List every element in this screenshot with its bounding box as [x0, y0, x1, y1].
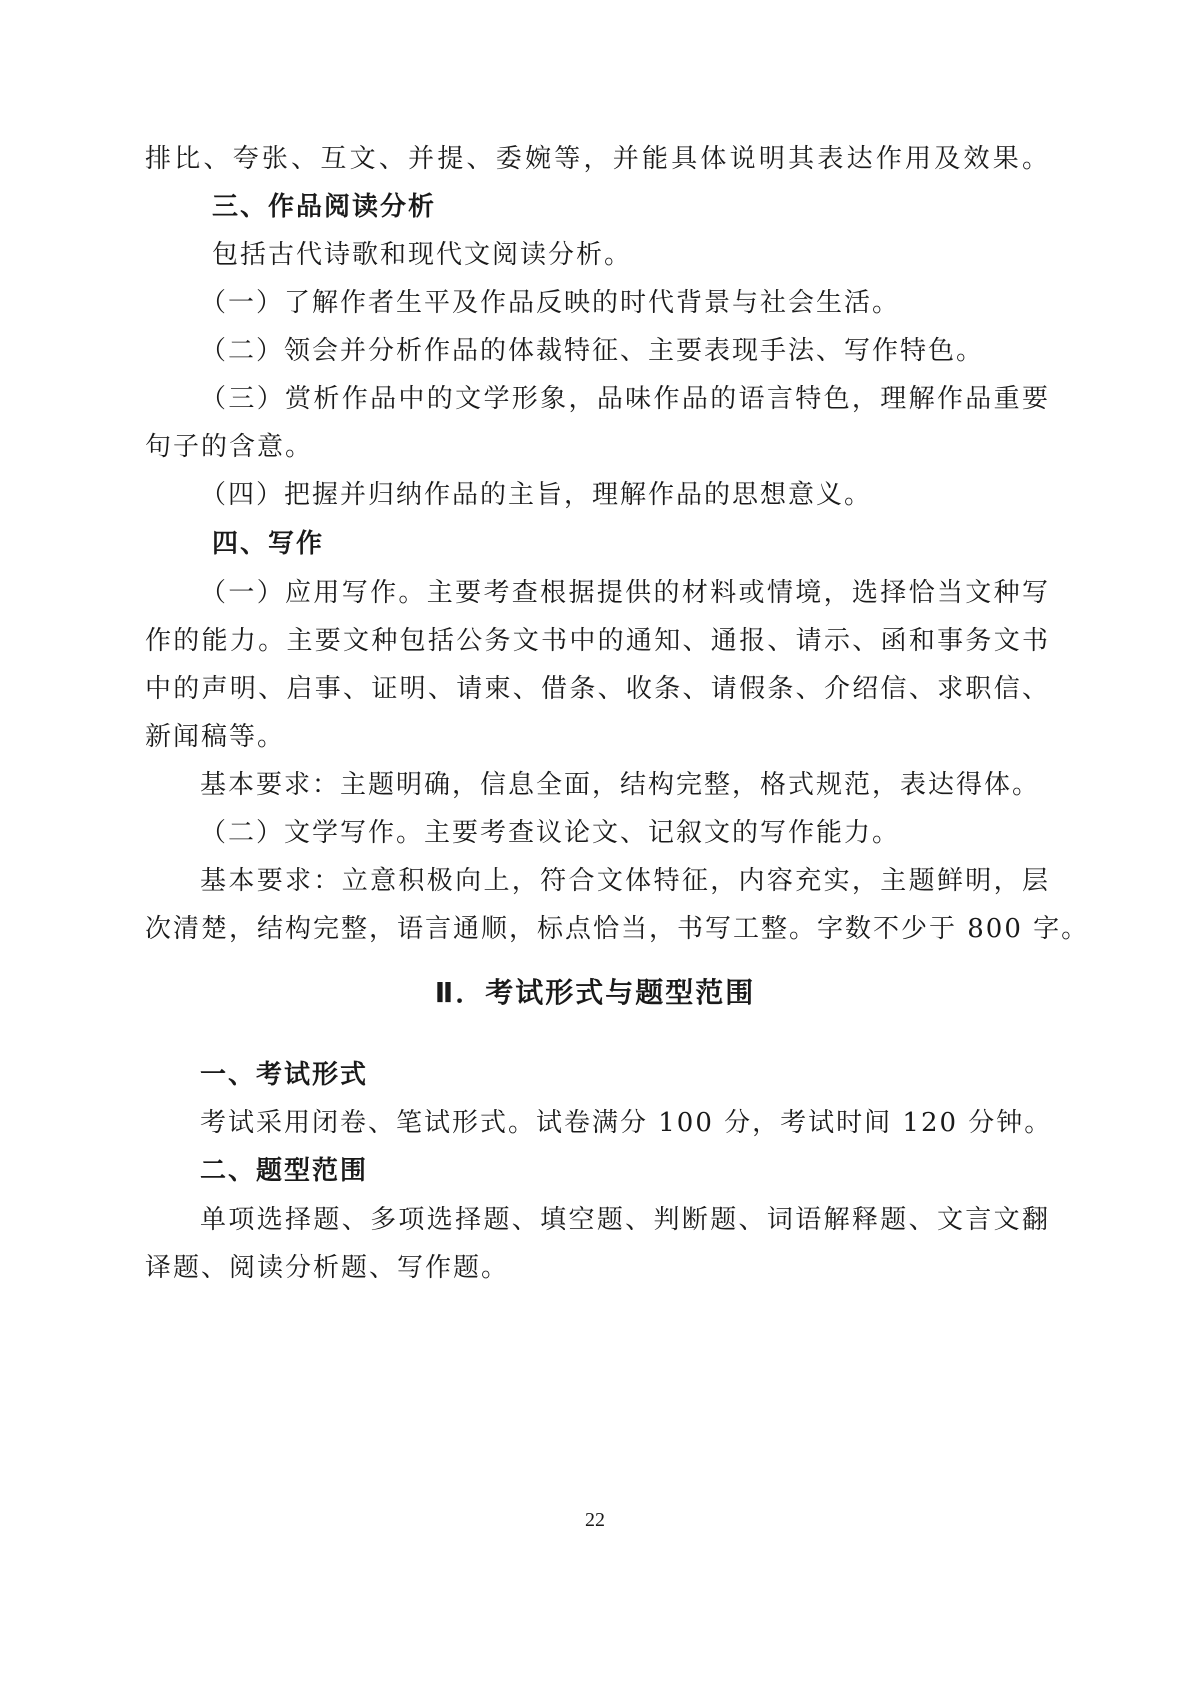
- heading-reading-analysis: 三、作品阅读分析: [212, 192, 437, 222]
- paragraph-line: 考试采用闭卷、笔试形式。试卷满分 100 分，考试时间 120 分钟。: [200, 1108, 1053, 1138]
- section-title: Ⅱ．考试形式与题型范围: [434, 976, 756, 1009]
- list-item-continuation: 句子的含意。: [145, 432, 314, 462]
- list-item: （三）赏析作品中的文学形象，品味作品的语言特色，理解作品重要: [200, 384, 1050, 414]
- requirement-line-continuation: 次清楚，结构完整，语言通顺，标点恰当，书写工整。字数不少于 800 字。: [145, 914, 1090, 944]
- paragraph-line: 包括古代诗歌和现代文阅读分析。: [212, 240, 633, 270]
- heading-question-types: 二、题型范围: [200, 1156, 369, 1186]
- paragraph-line: 排比、夸张、互文、并提、委婉等，并能具体说明其表达作用及效果。: [145, 144, 1050, 174]
- heading-exam-format: 一、考试形式: [200, 1060, 369, 1090]
- list-item-continuation: 中的声明、启事、证明、请柬、借条、收条、请假条、介绍信、求职信、: [145, 674, 1050, 704]
- list-item: （一）了解作者生平及作品反映的时代背景与社会生活。: [200, 288, 901, 318]
- requirement-line: 基本要求：立意积极向上，符合文体特征，内容充实，主题鲜明，层: [200, 866, 1050, 896]
- list-item-continuation: 作的能力。主要文种包括公务文书中的通知、通报、请示、函和事务文书: [145, 626, 1050, 656]
- requirement-line: 基本要求：主题明确，信息全面，结构完整，格式规范，表达得体。: [200, 770, 1041, 800]
- paragraph-line: 单项选择题、多项选择题、填空题、判断题、词语解释题、文言文翻: [200, 1205, 1050, 1235]
- list-item: （二）领会并分析作品的体裁特征、主要表现手法、写作特色。: [200, 336, 985, 366]
- list-item-continuation: 新闻稿等。: [145, 722, 286, 752]
- paragraph-line-continuation: 译题、阅读分析题、写作题。: [145, 1253, 510, 1283]
- list-item: （四）把握并归纳作品的主旨，理解作品的思想意义。: [200, 480, 873, 510]
- page-number: 22: [585, 1509, 605, 1531]
- heading-writing: 四、写作: [212, 529, 325, 559]
- list-item: （一）应用写作。主要考查根据提供的材料或情境，选择恰当文种写: [200, 578, 1050, 608]
- list-item: （二）文学写作。主要考查议论文、记叙文的写作能力。: [200, 818, 901, 848]
